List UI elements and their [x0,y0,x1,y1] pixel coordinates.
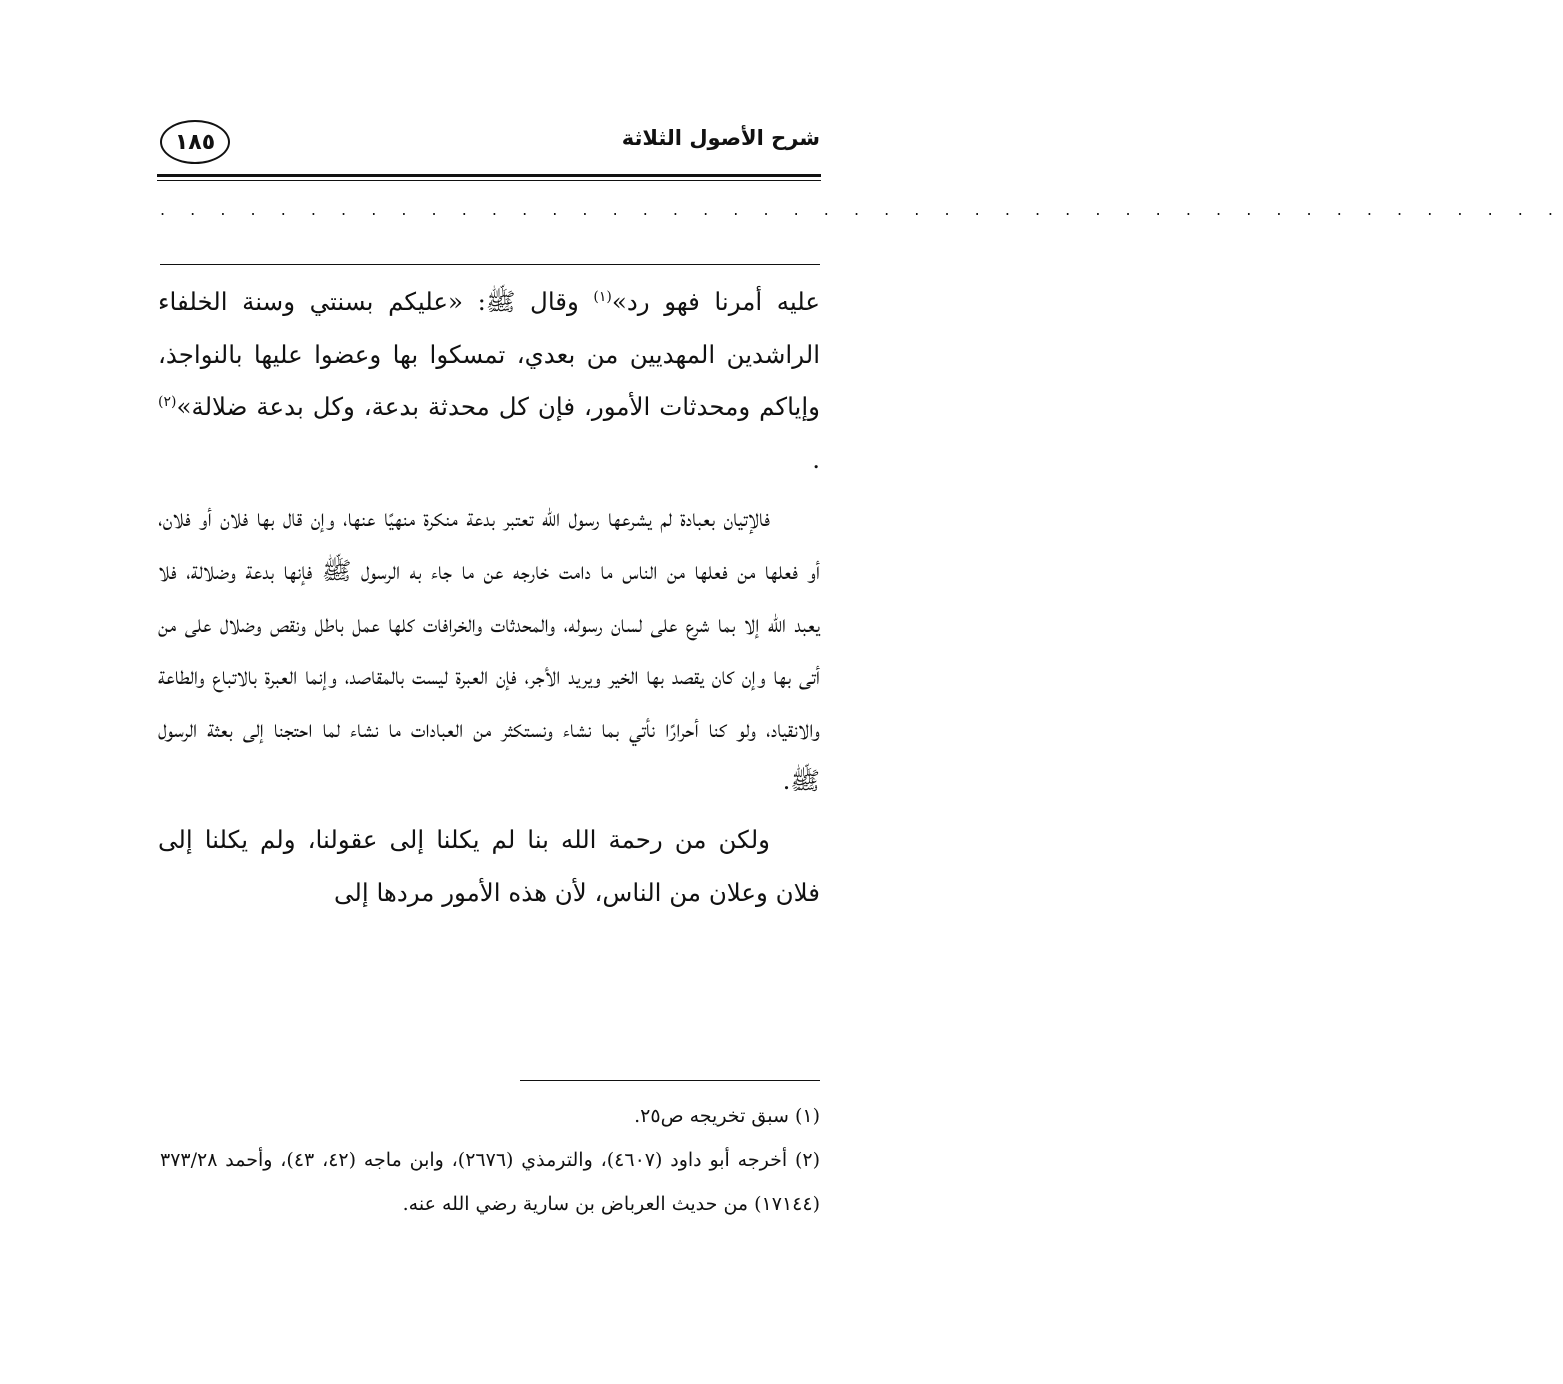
footnotes [160,1094,820,1226]
paragraph-1 [158,276,820,486]
main-text [158,276,820,919]
paragraph-1-start: عليه أمرنا فهو رد» [611,287,821,316]
footnote-separator [520,1080,820,1081]
running-title: شرح الأصول الثلاثة [621,126,820,150]
footnote-2: (٢) أخرجه أبو داود (٤٦٠٧)، والترمذي (٢٦٧٦)، وابن ماجه (٤٢، ٤٣)، وأحمد ٣٧٣/٢٨ (١٧١٤٤) من حديث العرباض بن سارية رضي الله عنه. [160,1149,820,1215]
paragraph-1-end: . [812,444,820,474]
section-rule [160,264,820,265]
footnote-1: (١) سبق تخريجه ص٢٥. [634,1105,820,1127]
page-number-badge: ١٨٥ [160,120,230,164]
header-rule-thin [157,180,821,181]
footnote-ref-1: (١) [593,288,612,305]
page-header [160,112,820,172]
footnote-ref-2: (٢) [158,394,177,411]
paragraph-3: ولكن من رحمة الله بنا لم يكلنا إلى عقولنا، ولم يكلنا إلى فلان وعلان من الناس، لأن هذه الأمور مردها إلى [158,824,820,907]
header-rule-thick [157,174,821,177]
dotted-separator: . . . . . . . . . . . . . . . . . . . . . . . . . . . . . . . . . . . . . . . . . . . . . . . [160,200,1563,219]
paragraph-2: فالإتيان بعبادة لم يشرعها رسول الله تعتبر بدعة منكرة منهيًا عنها، وإن قال بها فلان أو فلان، أو فعلها من فعلها من الناس ما دامت خارجه عن ما جاء به الرسول ﷺ فإنها بدعة وضلالة، فلا يعبد الله إلا بما شرع على لسان رسوله، والمحدثات والخرافات كلها عمل باطل ونقص وضلال على من أتى بها وإن كان يقصد بها الخير ويريد الأجر، فإن العبرة ليست بالمقاصد، وإنما العبرة بالاتباع والطاعة والانقياد، ولو كنا أحرارًا نأتي بما نشاء ونستكثر من العبادات ما نشاء لما احتجنا إلى بعثة الرسول ﷺ. [158,503,820,796]
paragraph-1-middle: وقال ﷺ: «عليكم بسنتي وسنة الخلفاء الراشدين المهديين من بعدي، تمسكوا بها وعضوا عليها بالنواجذ، وإياكم ومحدثات الأمور، فإن كل محدثة بدعة، وكل بدعة ضلالة» [158,287,820,422]
